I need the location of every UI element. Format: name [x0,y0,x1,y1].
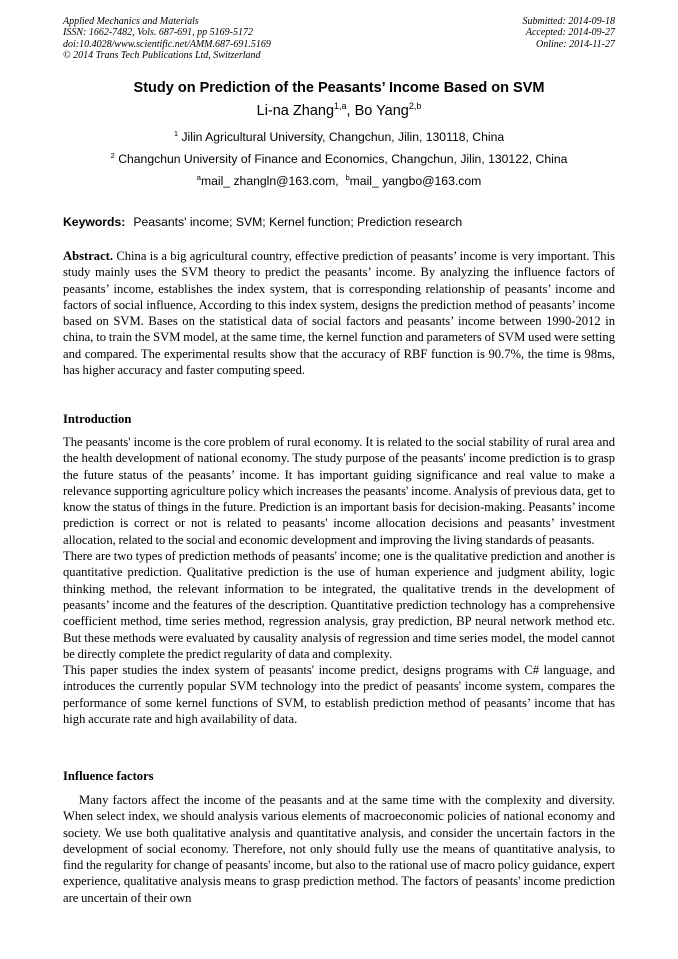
email-marker: b [345,172,350,182]
keywords-text: Peasants' income; SVM; Kernel function; Prediction research [133,215,463,229]
paragraph: This paper studies the index system of peasants' income predict, designs programs with C# language, and introduces the currently popular SVM technology into the predict of peasants' income system, compares the performance of some kernel functions of SVM, to establish prediction method of peasants’ income that has high accurate rate and high availability of data. [63,663,615,727]
author-name: Li-na Zhang [256,103,335,119]
email-line [0,174,678,188]
keywords-label: Keywords: [63,215,126,229]
affiliation-marker: 2 [110,150,115,160]
keywords [63,215,615,229]
email-marker: a [196,172,201,182]
paragraph: There are two types of prediction methods of peasants' income; one is the qualitative prediction and another is quantitative prediction. Qualitative prediction is the use of human experience and judgment ability, logic thinking method, the relevant information to be integrated, the qualitative trends in the development of peasants’ income and the features of the description. Quantitative prediction technology has a comprehensive coefficient method, time series method, regression analysis, gray prediction, BP neural network method etc. But these methods were evaluated by causality analysis of regression and time series model, the model cannot be directly complete the predict regularity of data and complexity. [63,549,615,661]
section-heading-introduction: Introduction [63,412,132,426]
influence-body: Many factors affect the income of the peasants and at the same time with the complexity and diversity. When select index, we should analysis various elements of macroeconomic policies of national economy and society. We use both qualitative analysis and quantitative analysis, and consider the uncertain factors in the development of social economy. Therefore, not only should fully use the means of quantitative analysis, to find the regularity for change of peasants' income, but also to the rational use of macro policy guidance, expert experience, qualitative analysis means to grasp prediction method. The factors of peasants' income prediction are uncertain of their own [63,793,615,905]
doi-line: doi:10.4028/www.scientific.net/AMM.687-691.5169 [63,38,271,50]
email-address: mail_ yangbo@163.com [349,174,482,188]
copyright-line: © 2014 Trans Tech Publications Ltd, Switzerland [63,49,261,61]
section-heading-influence-factors: Influence factors [63,769,154,783]
author-separator: , [346,103,355,119]
paper-title: Study on Prediction of the Peasants’ Income Based on SVM [133,80,545,96]
author-name: Bo Yang [354,103,409,119]
author-line [0,103,678,119]
affiliation-1 [0,130,678,144]
abstract-text: China is a big agricultural country, effective prediction of peasants’ income is very important. This study mainly uses the SVM theory to predict the peasants’ income. By analyzing the influence factors of peasants’ income, establishes the index system, that is corresponding relationship of peasants’ income and factors of social influence, According to this index system, designs the prediction method of peasants’ income based on SVM. Bases on the statistical data of social factors and peasants’ income between 1990-2012 in china, to train the SVM model, at the same time, the kernel function and parameters of SVM used were setting and compared. The experimental results show that the accuracy of RBF function is 90.7%, the time is 98ms, has higher accuracy and faster computing speed. [63,249,615,378]
affiliation-text: Jilin Agricultural University, Changchun, Jilin, 130118, China [181,130,505,144]
date-info [523,16,616,50]
submitted-date: Submitted: 2014-09-18 [522,16,615,27]
abstract [63,248,615,378]
abstract-label: Abstract. [63,249,114,263]
author-affiliation-marker: 2,b [408,101,422,112]
affiliation-text: Changchun University of Finance and Economics, Changchun, Jilin, 130122, China [118,152,568,166]
issn-line: ISSN: 1662-7482, Vols. 687-691, pp 5169-5172 [63,27,253,39]
affiliation-2 [0,152,678,166]
journal-name: Applied Mechanics and Materials [63,16,199,27]
email-address: mail_ zhangln@163.com, [200,174,339,188]
accepted-date: Accepted: 2014-09-27 [525,27,615,39]
paragraph: The peasants' income is the core problem of rural economy. It is related to the social stability of rural area and the health development of national economy. The study purpose of the peasants' income prediction is to grasp the future status of the peasants’ income. It has important guiding significance and real value to make a relevance supporting agriculture policy which increases the peasants' income. Analysis of previous data, get to know the status of things in the future. Prediction is an important basis for decision-making. Peasants’ income prediction is correct or not is related to peasants' income allocation decisions and peasants’ investment allocation, related to the social and economic development and improving the living standards of peasants. [63,435,615,547]
journal-info [63,16,271,61]
author-affiliation-marker: 1,a [334,101,347,112]
online-date: Online: 2014-11-27 [536,38,615,50]
introduction-body [63,434,615,727]
affiliation-marker: 1 [173,128,179,138]
